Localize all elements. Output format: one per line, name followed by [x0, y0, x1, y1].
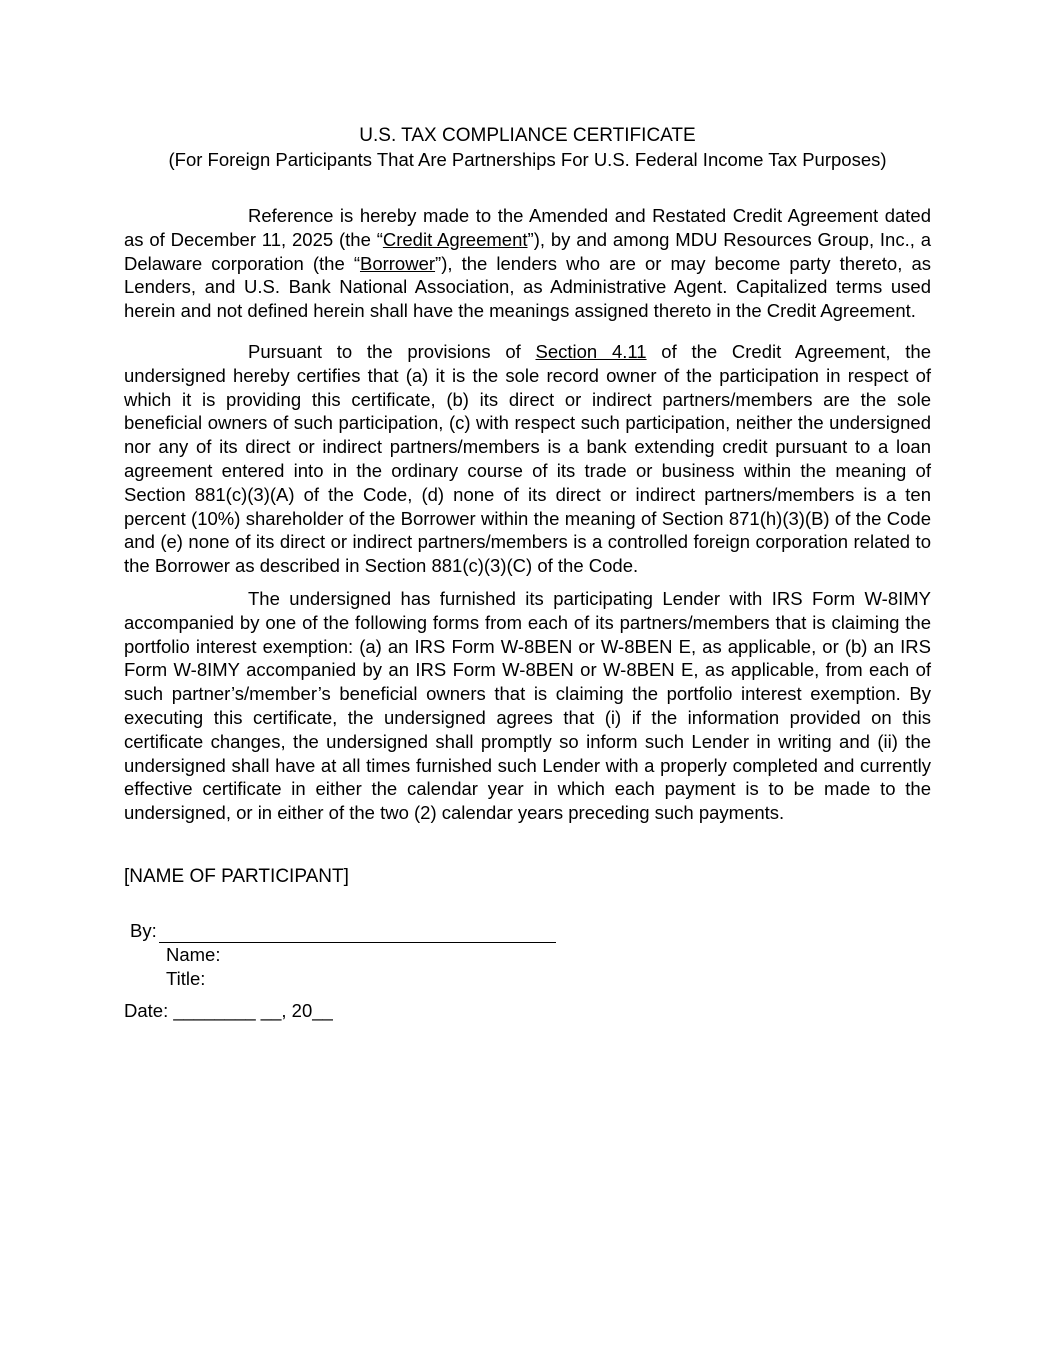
title-label: Title: — [166, 967, 206, 989]
paragraph-text: ”), by and among MDU Resources Group, Inc., a Delaware corporation (the “ — [124, 228, 932, 274]
name-label: Name: — [166, 943, 221, 965]
by-label: By: — [130, 919, 157, 941]
signature-field[interactable] — [159, 924, 556, 943]
certificate-page — [124, 124, 931, 1023]
paragraph-text: Pursuant to the provisions of — [248, 340, 536, 362]
document-title: U.S. TAX COMPLIANCE CERTIFICATE — [359, 125, 696, 146]
defined-term-borrower: Borrower — [359, 252, 436, 274]
paragraph-text: Reference is hereby made to the Amended and Restated Credit Agreement dated as of December 11, 2025 (the “ — [124, 205, 931, 250]
paragraph-certification — [124, 340, 931, 578]
paragraph-text: ”), the lenders who are or may become party thereto, as Lenders, and U.S. Bank National Association, as Administrative Agent. Capitalized terms used herein and not defined herein shall have the meanings assigned thereto in the Credit Agreement. — [124, 252, 931, 322]
document-subtitle: (For Foreign Participants That Are Partnerships For U.S. Federal Income Tax Purposes) — [168, 149, 887, 170]
participant-name: [NAME OF PARTICIPANT] — [124, 865, 349, 887]
defined-term-credit-agreement: Credit Agreement — [382, 228, 528, 250]
date-line: Date: ________ __, 20__ — [124, 999, 333, 1021]
signature-by-line — [124, 919, 931, 943]
paragraph-forms: The undersigned has furnished its participating Lender with IRS Form W-8IMY accompanied by one of the following forms from each of its partners/members that is claiming the portfolio interest exemption: (a) an IRS Form W-8BEN or W-8BEN E, as applicable, or (b) an IRS Form W-8IMY accompanied by an IRS Form W-8BEN or W-8BEN E, as applicable, from each of such partner’s/member’s beneficial owners that is claiming the portfolio interest exemption. By executing this certificate, the undersigned agrees that (i) if the information provided on this certificate changes, the undersigned shall promptly so inform such Lender in writing and (ii) the undersigned shall have at all times furnished such Lender with a properly completed and currently effective certificate in either the calendar year in which each payment is to be made to the undersigned, or in either of the two (2) calendar years preceding such payments. — [124, 587, 931, 824]
paragraph-reference — [124, 204, 931, 323]
paragraph-text: of the Credit Agreement, the undersigned hereby certifies that (a) it is the sole record owner of the participation in respect of which it is providing this certificate, (b) its direct or indirect partners/members are the sole beneficial owners of such participation, (c) with respect such participation, neither the undersigned nor any of its direct or indirect partners/members is a bank extending credit pursuant to a loan agreement entered into in the ordinary course of its trade or business within the meaning of Section 881(c)(3)(A) of the Code, (d) none of its direct or indirect partners/members is a ten percent (10%) shareholder of the Borrower within the meaning of Section 871(h)(3)(B) of the Code and (e) none of its direct or indirect partners/members is a controlled foreign corporation related to the Borrower as described in Section 881(c)(3)(C) of the Code. — [124, 340, 932, 577]
section-reference: Section 4.11 — [535, 340, 647, 362]
